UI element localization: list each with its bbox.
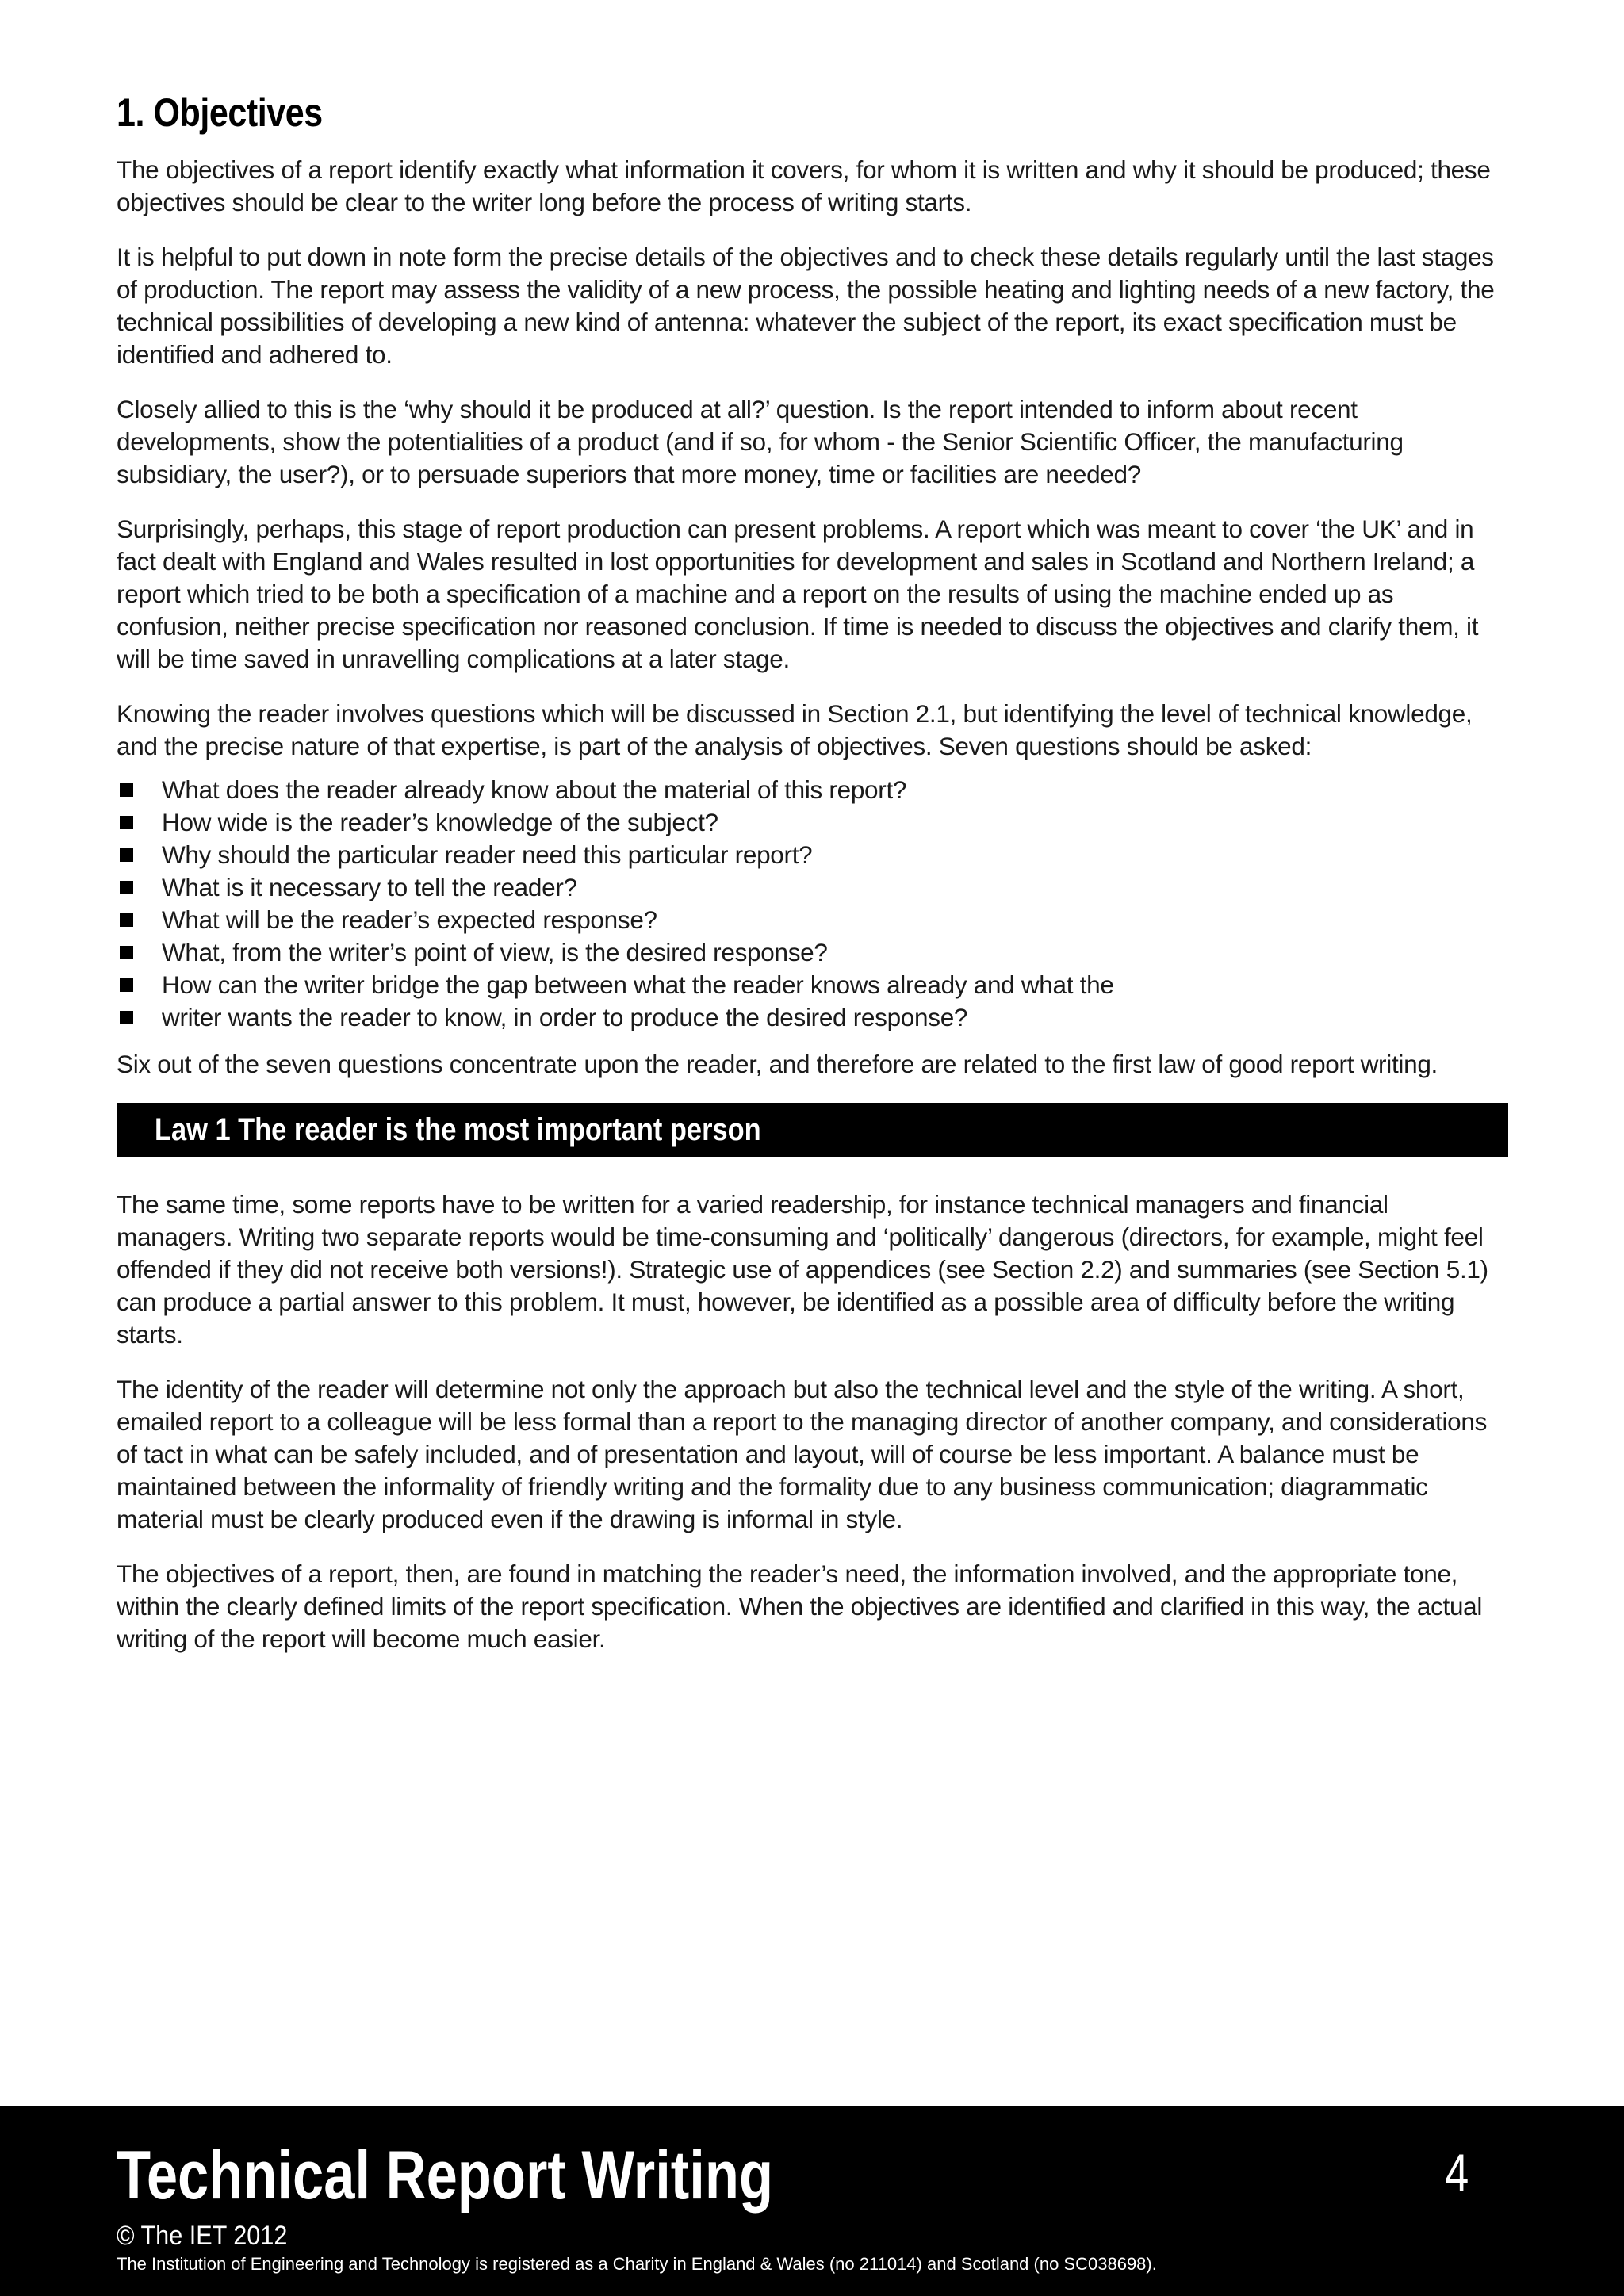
square-bullet-icon xyxy=(120,848,133,862)
paragraph-conclusion: The objectives of a report, then, are found in matching the reader’s need, the information involved, and the appropriate tone, within the clearly defined limits of the report specification. When the objectives are identified and clarified in this way, the actual writing of the report will become much easier. xyxy=(117,1559,1483,1653)
list-item xyxy=(117,969,1508,1001)
square-bullet-icon xyxy=(120,783,133,797)
paragraph-reader-identity: The identity of the reader will determine not only the approach but also the technical level and the style of the writing. A short, emailed report to a colleague will be less formal than a report to the managing director of another company, and considerations of tact in what can be safely included, and of presentation and layout, will of course be less important. A balance must be maintained between the informality of friendly writing and the formality due to any business communication; diagrammatic material must be clearly produced even if the drawing is informal in style. xyxy=(117,1375,1488,1533)
list-item xyxy=(117,1001,1508,1034)
footer-copyright: © The IET 2012 xyxy=(117,2221,288,2251)
footer-title: Technical Report Writing xyxy=(117,2137,774,2214)
paragraph-objectives-definition: The objectives of a report identify exactly what information it covers, for whom it is written and why it should be produced; these objectives should be clear to the writer long before the process of writing starts. xyxy=(117,155,1491,216)
paragraph-varied-readership: The same time, some reports have to be written for a varied readership, for instance technical managers and financial managers. Writing two separate reports would be time-consuming and ‘politically’ dangerous (directors, for example, might feel offended if they did not receive both versions!). Strategic use of appendices (see Section 2.2) and summaries (see Section 5.1) can produce a partial answer to this problem. It must, however, be identified as a possible area of difficulty before the writing starts. xyxy=(117,1190,1488,1349)
section-title: 1. Objectives xyxy=(117,90,323,135)
questions-list xyxy=(117,774,1508,1034)
list-item-text: How can the writer bridge the gap between what the reader knows already and what the xyxy=(162,970,1114,999)
list-item-text: What, from the writer’s point of view, is the desired response? xyxy=(162,938,828,966)
square-bullet-icon xyxy=(120,881,133,894)
paragraph-problems: Surprisingly, perhaps, this stage of report production can present problems. A report which was meant to cover ‘the UK’ and in fact dealt with England and Wales resulted in lost opportunities for development and sales in Scotland and Northern Ireland; a report which tried to be both a specification of a machine and a report on the results of using the machine ended up as confusion, neither precise specification nor reasoned conclusion. If time is needed to discuss the objectives and clarify them, it will be time saved in unravelling complications at a later stage. xyxy=(117,515,1479,673)
footer-charity-notice: The Institution of Engineering and Technology is registered as a Charity in England & Wales (no 211014) and Scotland (no SC038698). xyxy=(117,2254,1157,2274)
list-item-text: What will be the reader’s expected response? xyxy=(162,905,657,934)
paragraph-six-questions: Six out of the seven questions concentrate upon the reader, and therefore are related to the first law of good report writing. xyxy=(117,1050,1438,1078)
list-item xyxy=(117,904,1508,936)
paragraph-note-form: It is helpful to put down in note form the precise details of the objectives and to check these details regularly until the last stages of production. The report may assess the validity of a new process, the possible heating and lighting needs of a new factory, the technical possibilities of developing a new kind of antenna: whatever the subject of the report, its exact specification must be identified and adhered to. xyxy=(117,243,1495,369)
square-bullet-icon xyxy=(120,946,133,959)
page-number: 4 xyxy=(1445,2143,1469,2203)
list-item xyxy=(117,839,1508,871)
list-item-text: How wide is the reader’s knowledge of the subject? xyxy=(162,808,718,836)
paragraph-knowing-reader: Knowing the reader involves questions which will be discussed in Section 2.1, but identifying the level of technical knowledge, and the precise nature of that expertise, is part of the analysis of objectives. Seven questions should be asked: xyxy=(117,699,1473,760)
square-bullet-icon xyxy=(120,816,133,829)
list-item-text: Why should the particular reader need this particular report? xyxy=(162,840,813,869)
list-item-text: What does the reader already know about the material of this report? xyxy=(162,775,907,804)
list-item-text: writer wants the reader to know, in order to produce the desired response? xyxy=(162,1003,968,1031)
list-item xyxy=(117,774,1508,806)
list-item xyxy=(117,871,1508,904)
page-content xyxy=(117,87,1508,1678)
list-item-text: What is it necessary to tell the reader? xyxy=(162,873,577,901)
square-bullet-icon xyxy=(120,913,133,927)
square-bullet-icon xyxy=(120,978,133,992)
square-bullet-icon xyxy=(120,1011,133,1024)
paragraph-why-produced: Closely allied to this is the ‘why should it be produced at all?’ question. Is the report intended to inform about recent developments, show the potentialities of a product (and if so, for whom - the Senior Scientific Officer, the manufacturing subsidiary, the user?), or to persuade superiors that more money, time or facilities are needed? xyxy=(117,395,1404,488)
list-item xyxy=(117,806,1508,839)
page-footer xyxy=(0,2106,1624,2296)
law-banner-text: Law 1 The reader is the most important person xyxy=(155,1112,761,1147)
list-item xyxy=(117,936,1508,969)
law-banner xyxy=(117,1103,1508,1157)
